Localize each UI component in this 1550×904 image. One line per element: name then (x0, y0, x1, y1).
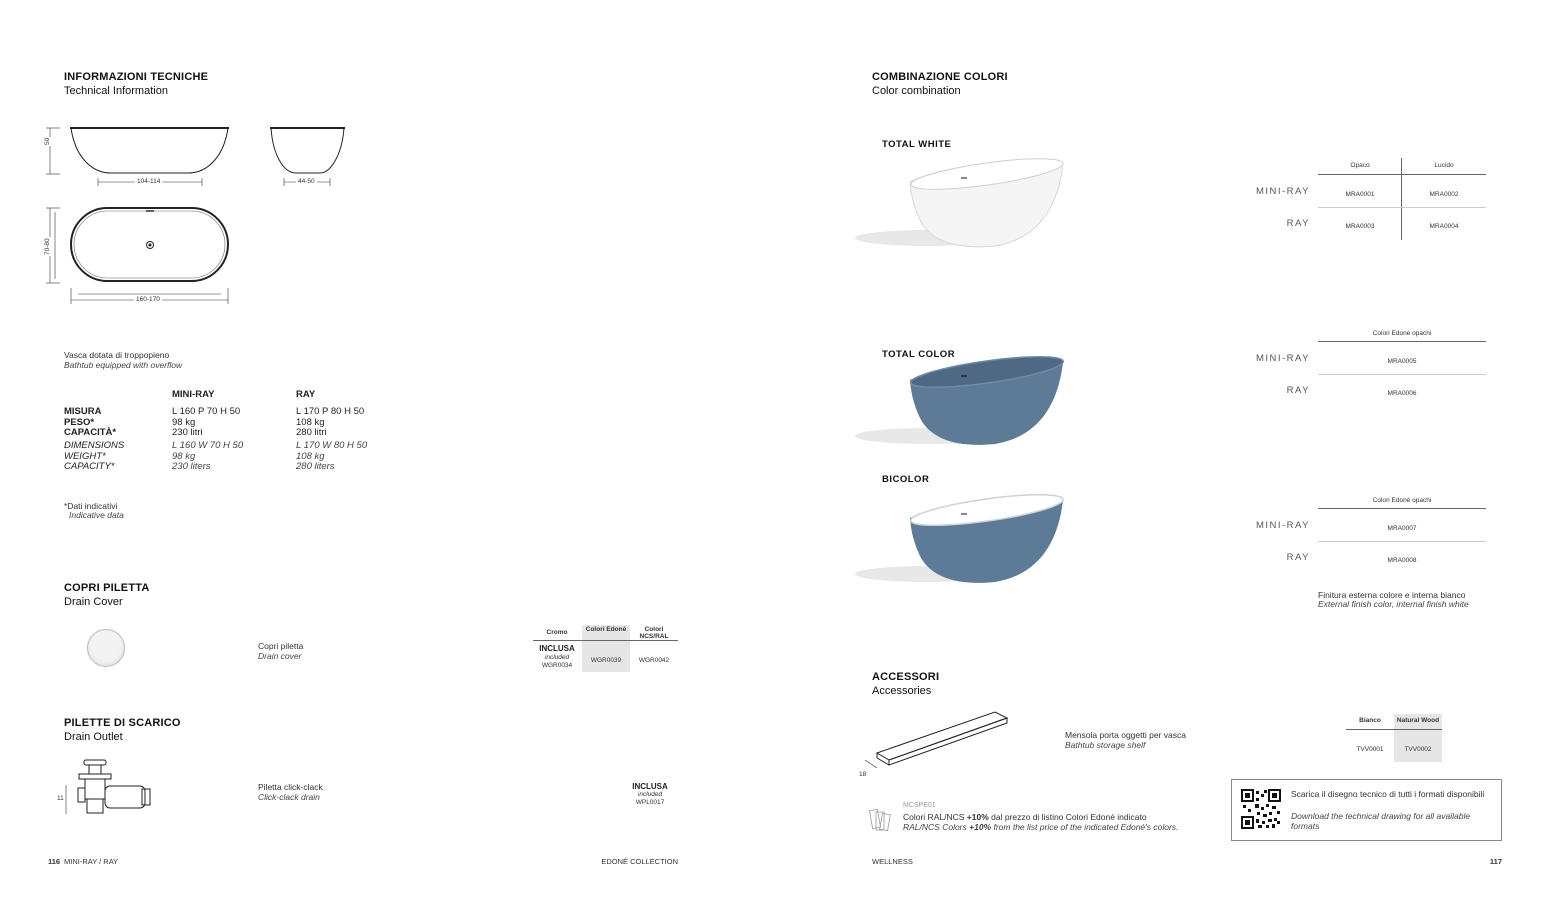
length-dim-label: 160-170 (136, 296, 160, 303)
footer-collection: EDONÉ COLLECTION (601, 857, 678, 866)
color-swatches-icon (869, 808, 891, 832)
tw-code-2: MRA0002 (1429, 191, 1459, 198)
tc-table-rule (1318, 341, 1486, 342)
spec-col-ray: RAY (296, 389, 316, 400)
shelf-dim-label: 18 (859, 771, 867, 778)
drain-col1-code: WGR0034 (541, 662, 573, 669)
bicolor-finish-en: External finish color, internal finish white (1318, 599, 1469, 609)
height-dim-label: 50 (44, 137, 51, 145)
bicolor-label: BICOLOR (882, 474, 930, 485)
drain-col1-sub: included (544, 654, 570, 661)
drain-table-rule (533, 640, 678, 641)
bathtub-bicolor-image (855, 486, 1075, 591)
total-white-label: TOTAL WHITE (882, 139, 952, 150)
tc-code-1: MRA0005 (1387, 358, 1417, 365)
drain-outlet-title-it: PILETTE DI SCARICO (64, 717, 181, 729)
drain-outlet-drawing (56, 758, 156, 816)
footer-section: WELLNESS (872, 857, 913, 866)
spec-labels-it: MISURA PESO* CAPACITÀ* (64, 406, 117, 438)
bc-row-ray: RAY (1286, 552, 1310, 563)
ral-note-en: RAL/NCS Colors +10% from the list price of the indicated Edoné's colors. (903, 822, 1179, 832)
drain-cover-title-en: Drain Cover (64, 596, 123, 608)
technical-title-it: INFORMAZIONI TECNICHE (64, 71, 209, 83)
drain-outlet-desc-en: Click-clack drain (258, 792, 320, 802)
tw-col-lucido: Lucido (1434, 162, 1454, 169)
tw-table-rule (1318, 174, 1486, 175)
drain-col2-code: WGR0039 (590, 657, 622, 664)
acc-code-1: TVV0001 (1356, 746, 1384, 753)
spec-labels-en: DIMENSIONS WEIGHT* CAPACITY* (64, 440, 125, 472)
shelf-drawing (855, 708, 1015, 780)
drain-col3-code: WGR0042 (638, 657, 670, 664)
note-it: *Dati indicativi (64, 501, 118, 511)
total-color-label: TOTAL COLOR (882, 349, 956, 360)
bathtub-blue-image (855, 348, 1075, 453)
drain-cover-desc-en: Drain cover (258, 651, 302, 661)
spec-mini-it: L 160 P 70 H 50 98 kg 230 litri (172, 406, 241, 438)
accessories-title-it: ACCESSORI (872, 671, 940, 683)
colors-title-it: COMBINAZIONE COLORI (872, 71, 1008, 83)
page-number-right: 117 (1489, 857, 1502, 866)
side-width-dim-label: 44-50 (298, 178, 315, 185)
download-text-it: Scarica il disegno tecnico di tutti i formati disponibili (1291, 789, 1485, 799)
acc-table-rule (1346, 729, 1442, 730)
overflow-en: Bathtub equipped with overflow (64, 360, 183, 370)
tw-row-rule (1318, 207, 1486, 208)
drain-col1-main: INCLUSA (539, 644, 575, 653)
drain-outlet-desc-it: Piletta click-clack (258, 782, 323, 792)
overflow-it: Vasca dotata di troppopieno (64, 350, 170, 360)
tc-col-header: Colori Edoné opachi (1372, 330, 1432, 337)
spec-mini-en: L 160 W 70 H 50 98 kg 230 liters (172, 440, 244, 472)
spec-ray-it: L 170 P 80 H 50 108 kg 280 litri (296, 406, 365, 438)
outlet-height-label: 11 (57, 795, 64, 802)
tw-col-opaco: Opaco (1350, 162, 1370, 169)
qr-code-icon[interactable] (1241, 789, 1281, 829)
depth-dim-label: 70-80 (44, 238, 51, 255)
bc-code-2: MRA0008 (1387, 557, 1417, 564)
outlet-incl-code: WPL0017 (635, 799, 665, 806)
drain-cover-image (87, 629, 125, 667)
download-text-en: Download the technical drawing for all available formats (1291, 811, 1471, 831)
tw-code-3: MRA0003 (1345, 223, 1375, 230)
spec-col-mini: MINI-RAY (172, 389, 215, 400)
shelf-desc-it: Mensola porta oggetti per vasca (1065, 730, 1186, 740)
bc-col-header: Colori Edoné opachi (1372, 497, 1432, 504)
download-box[interactable] (1231, 779, 1502, 841)
note-en: Indicative data (69, 510, 124, 520)
tw-row-ray: RAY (1286, 218, 1310, 229)
ral-code: MCSPE01 (903, 802, 936, 809)
technical-title-en: Technical Information (64, 85, 168, 97)
bc-code-1: MRA0007 (1387, 525, 1417, 532)
acc-col-bianco: Bianco (1359, 717, 1381, 724)
bathtub-white-image (855, 150, 1075, 255)
drain-outlet-title-en: Drain Outlet (64, 731, 123, 743)
outlet-incl-sub: included (637, 791, 663, 798)
tc-row-rule (1318, 374, 1486, 375)
bc-row-mini: MINI-RAY (1255, 520, 1310, 531)
tw-code-1: MRA0001 (1345, 191, 1375, 198)
drain-col-ncs: Colori NCS/RAL (639, 626, 669, 640)
bc-row-rule (1318, 541, 1486, 542)
footer-product: MINI-RAY / RAY (64, 857, 119, 866)
tc-row-mini: MINI-RAY (1255, 353, 1310, 364)
ral-note-it: Colori RAL/NCS +10% dal prezzo di listino Colori Edoné indicato (903, 812, 1147, 822)
acc-col-wood: Natural Wood (1396, 717, 1440, 724)
shelf-desc-en: Bathtub storage shelf (1065, 740, 1146, 750)
accessories-title-en: Accessories (872, 685, 932, 697)
width-dim-label: 104-114 (137, 178, 161, 185)
drain-cover-title-it: COPRI PILETTA (64, 582, 150, 594)
colors-title-en: Color combination (872, 85, 961, 97)
tw-code-4: MRA0004 (1429, 223, 1459, 230)
tc-code-2: MRA0006 (1387, 390, 1417, 397)
outlet-incl-main: INCLUSA (632, 782, 668, 791)
spec-ray-en: L 170 W 80 H 50 108 kg 280 liters (296, 440, 368, 472)
page-number-left: 116 (48, 857, 61, 866)
tc-row-ray: RAY (1286, 385, 1310, 396)
tw-row-mini: MINI-RAY (1255, 186, 1310, 197)
bicolor-finish-it: Finitura esterna colore e interna bianco (1318, 590, 1466, 600)
bc-table-rule (1318, 508, 1486, 509)
drain-col-edone: Colori Edoné (585, 626, 627, 633)
technical-drawing (38, 118, 358, 308)
drain-col-cromo: Cromo (546, 629, 568, 636)
drain-cover-desc-it: Copri piletta (258, 641, 304, 651)
acc-code-2: TVV0002 (1404, 746, 1432, 753)
